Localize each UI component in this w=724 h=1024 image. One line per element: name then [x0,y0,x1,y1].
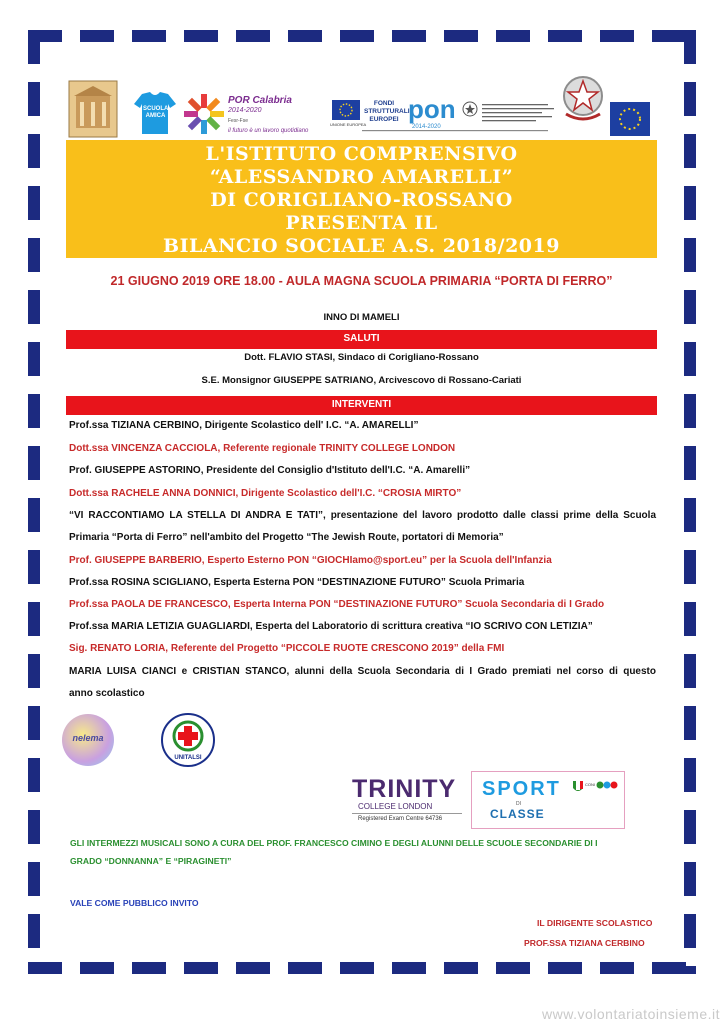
por-sub: Fesr-Fse [228,118,248,124]
sport-main: SPORT [482,778,561,800]
saluti-item-2: S.E. Monsignor GIUSEPPE SATRIANO, Arcivescovo di Rossano-Cariati [201,375,522,386]
miur-circles-icon [596,780,622,790]
pon-subtitle-lines [362,128,552,134]
unicef-line1: SCUOLA [143,106,169,112]
sport-di: DI [516,801,521,807]
fondi-line3: EUROPEI [369,116,399,123]
intervento-11a: MARIA LUISA CIANCI e CRISTIAN STANCO, alunni della Scuola Secondaria di I Grado premiati nel corso di questo [69,666,656,677]
unitalsi-logo [160,712,216,768]
trinity-logo [352,776,462,826]
intervento-4: Dott.ssa RACHELE ANNA DONNICI, Dirigente Scolastico dell'I.C. “CROSIA MIRTO” [69,488,462,499]
intervento-7: Prof.ssa ROSINA SCIGLIANO, Esperta Esterna PON “DESTINAZIONE FUTURO” Scuola Primaria [69,577,525,588]
intervento-1: Prof.ssa TIZIANA CERBINO, Dirigente Scolastico dell' I.C. “A. AMARELLI” [69,420,419,431]
sport-classe: CLASSE [490,807,545,821]
trinity-main: TRINITY [352,775,457,803]
intervento-3: Prof. GIUSEPPE ASTORINO, Presidente del Consiglio d'Istituto dell'I.C. “A. Amarelli” [69,465,471,476]
title-line4: PRESENTA IL [285,212,438,234]
trinity-reg: Registered Exam Centre 64736 [352,813,462,822]
event-date-line: 21 GIUGNO 2019 ORE 18.00 - AULA MAGNA SCUOLA PRIMARIA “PORTA DI FERRO” [110,274,613,288]
intervento-9: Prof.ssa MARIA LETIZIA GUAGLIARDI, Esperta del Laboratorio di scrittura creativa “IO SCRIVO CON LETIZIA” [69,621,593,632]
por-years: 2014-2020 [228,107,262,114]
inno-di-mameli: INNO DI MAMELI [323,312,400,323]
intervento-8: Prof.ssa PAOLA DE FRANCESCO, Esperta Interna PON “DESTINAZIONE FUTURO” Scuola Secondaria di I Grado [69,599,605,610]
border-right [684,30,696,974]
intervento-2: Dott.ssa VINCENZA CACCIOLA, Referente regionale TRINITY COLLEGE LONDON [69,443,456,454]
sport-di-classe-logo [471,771,625,829]
interventi-header: INTERVENTI [66,396,657,415]
italian-republic-emblem-icon [560,72,606,124]
por-calabria-flower-icon [182,92,226,136]
saluti-header: SALUTI [66,330,657,349]
musical-note-line2: GRADO “DONNANNA” E “PIRAGINETI” [70,856,232,866]
unitalsi-text: UNITALSI [174,755,202,761]
logo-strip [66,72,656,142]
intervento-6: Prof. GIUSEPPE BARBERIO, Esperto Esterno PON “GIOCHIamo@sport.eu” per la Scuola dell'Infanzia [69,555,552,566]
por-title: POR Calabria [228,95,292,106]
border-bottom [28,962,696,974]
title-line2: “ALESSANDRO AMARELLI” [209,166,514,188]
intervento-11b: anno scolastico [69,688,145,699]
intervento-10: Sig. RENATO LORIA, Referente del Progetto “PICCOLE RUOTE CRESCONO 2019” della FMI [69,643,505,654]
title-line3: DI CORIGLIANO-ROSSANO [210,189,513,211]
coni-text: CONI [585,782,595,787]
fondi-line1: FONDI [373,100,395,107]
intervento-5b: Primaria “Porta di Ferro” nell'ambito del Progetto “The Jewish Route, portatori di Memoria” [69,532,504,543]
intervento-5a: “VI RACCONTIAMO LA STELLA DI ANDRA E TATI”, presentazione del lavoro prodotto dalle classi prime della Scuola [69,510,656,521]
eu-flag-icon [332,100,360,120]
ministry-text-lines [482,102,556,124]
watermark: www.volontariatoinsieme.it [542,1006,720,1022]
unicef-scuola-amica-logo [132,90,178,136]
signature-name: PROF.SSA TIZIANA CERBINO [524,938,645,948]
title-line5: BILANCIO SOCIALE A.S. 2018/2019 [163,235,560,257]
border-top [28,30,696,42]
musical-note-line1: GLI INTERMEZZI MUSICALI SONO A CURA DEL PROF. FRANCESCO CIMINO E DEGLI ALUNNI DELLE SCUOLE SECONDARIE DI I [70,838,598,848]
nelema-logo [62,714,114,766]
italy-emblem-small-icon [462,100,478,118]
unicef-line2: AMICA [145,113,166,119]
por-calabria-text [228,96,328,136]
saluti-item-1: Dott. FLAVIO STASI, Sindaco di Corigliano-Rossano [244,352,479,363]
school-building-logo [68,80,118,138]
italy-shield-icon [572,780,584,794]
fondi-line2: STRUTTURALI [364,108,410,115]
pon-word: pon [408,94,456,124]
signature-role: IL DIRIGENTE SCOLASTICO [537,918,653,928]
title-line1: L'ISTITUTO COMPRENSIVO [205,143,518,165]
por-tagline: il futuro è un lavoro quotidiano [228,128,309,134]
fondi-text [364,100,410,124]
trinity-sub: COLLEGE LONDON [358,802,433,811]
border-left [28,30,40,974]
pon-fondi-banner [328,96,560,140]
eu-label: UNIONE EUROPEA [330,122,367,127]
title-box [66,140,657,258]
nelema-text: nelema [72,733,104,743]
eu-flag-large-icon [610,102,650,136]
pon-years: 2014-2020 [412,124,441,130]
public-invite: VALE COME PUBBLICO INVITO [70,898,199,908]
